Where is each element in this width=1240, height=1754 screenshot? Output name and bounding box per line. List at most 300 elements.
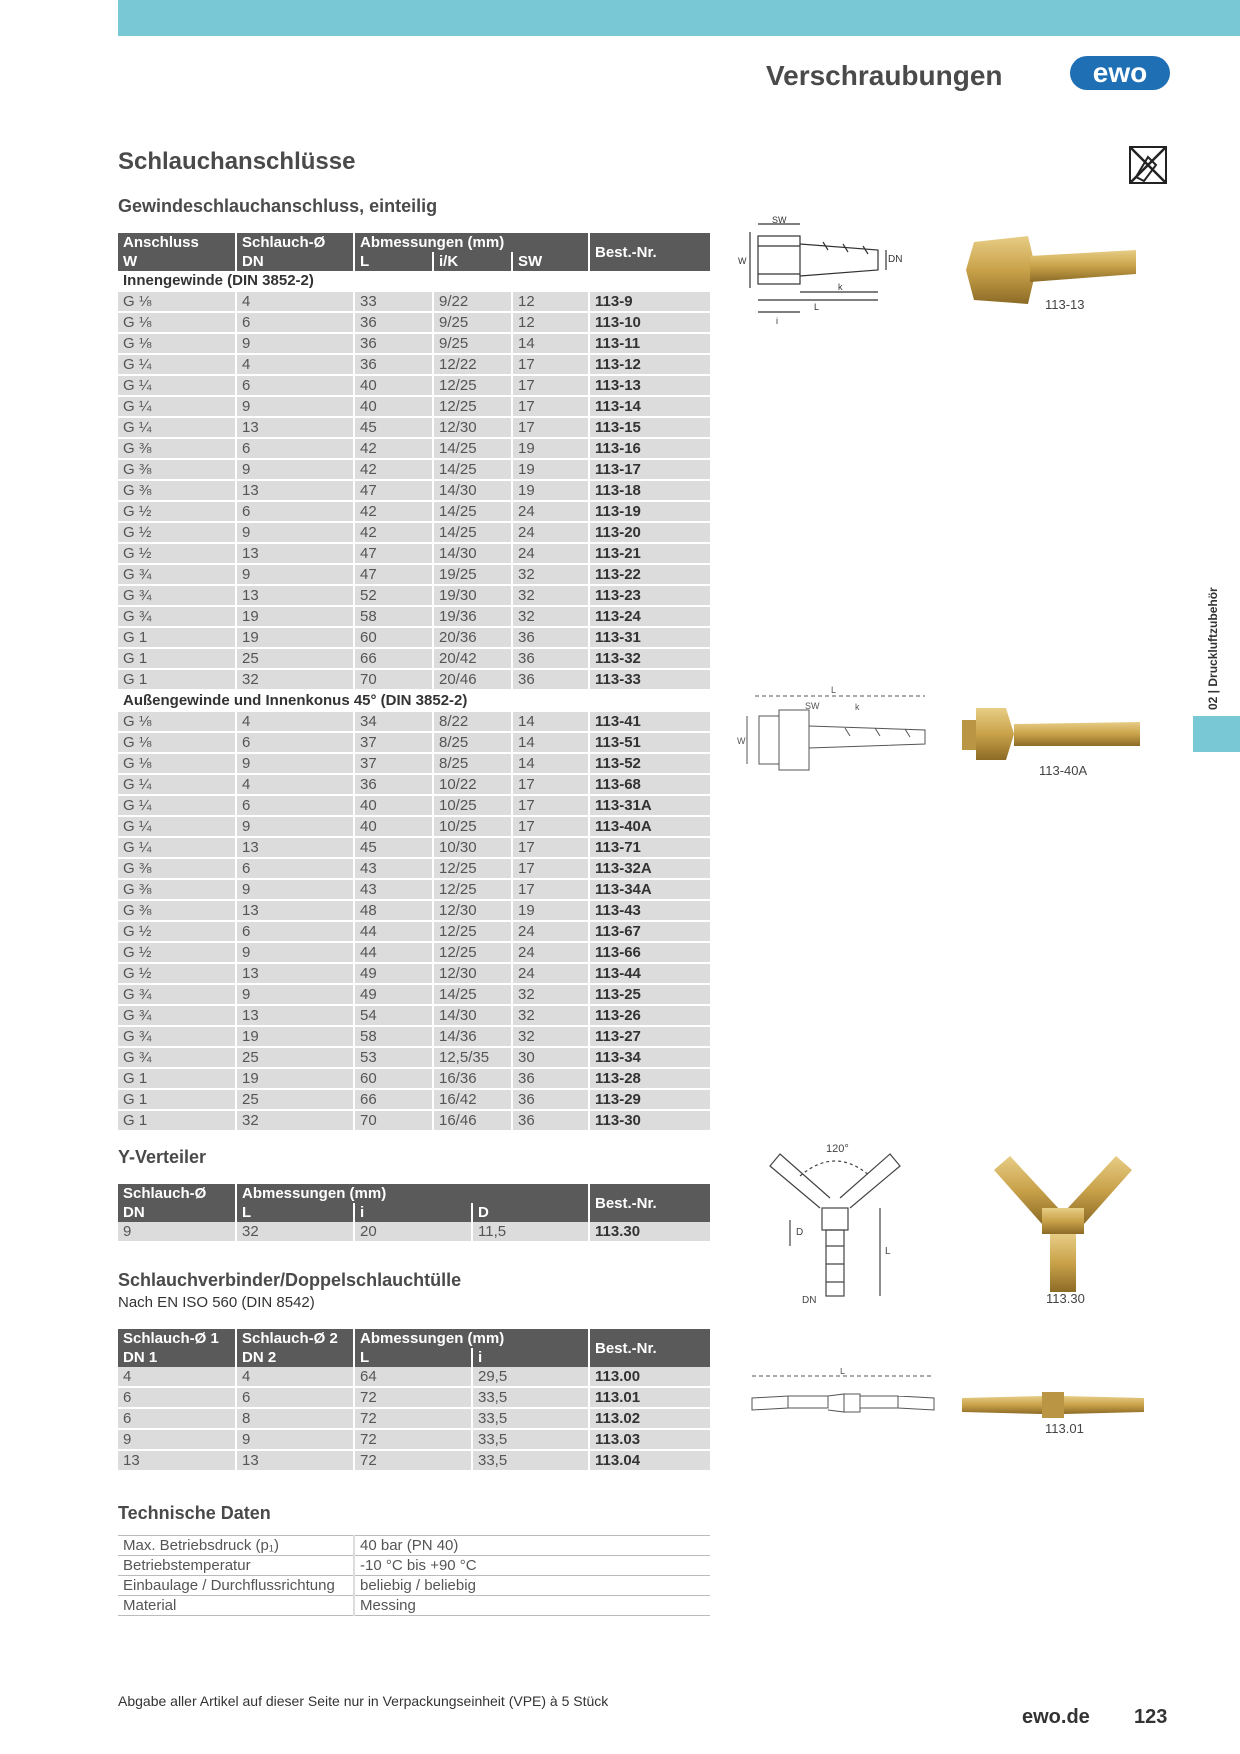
table-cell: 14/30: [433, 480, 512, 501]
not-for-oxygen-icon: [1126, 143, 1170, 187]
table-row: [118, 501, 710, 522]
table-cell: 40: [354, 795, 433, 816]
photo-113-30: [988, 1150, 1138, 1294]
table-cell: 72: [354, 1429, 472, 1450]
table-row: [118, 711, 710, 732]
table-cell: Max. Betriebsdruck (p₁): [118, 1536, 354, 1556]
dim-l: L: [814, 302, 820, 312]
footer-note: Abgabe aller Artikel auf dieser Seite nur in Verpackungseinheit (VPE) à 5 Stück: [118, 1693, 609, 1709]
order-number: 113-52: [589, 753, 710, 774]
table-cell: 52: [354, 585, 433, 606]
table-cell: 14: [512, 333, 589, 354]
table-cell: 34: [354, 711, 433, 732]
table-row: [118, 543, 710, 564]
group-row: [118, 271, 710, 291]
table-cell: 72: [354, 1408, 472, 1429]
table-row: [118, 1047, 710, 1068]
ewo-logo: [1070, 56, 1170, 90]
table-cell: G 1: [118, 648, 236, 669]
table-cell: 6: [236, 732, 354, 753]
table-cell: 17: [512, 858, 589, 879]
table-cell: 40: [354, 375, 433, 396]
table-cell: 24: [512, 963, 589, 984]
drawing-innengewinde: [728, 214, 908, 336]
table-cell: 48: [354, 900, 433, 921]
caption-113-40A: 113-40A: [1039, 763, 1088, 778]
photo-113-01: [962, 1392, 1144, 1418]
table-cell: 6: [118, 1387, 236, 1408]
section-title: Schlauchanschlüsse: [118, 148, 356, 175]
dim-sw: SW: [772, 215, 787, 225]
table-cell: 24: [512, 522, 589, 543]
table-cell: 17: [512, 417, 589, 438]
drawing-verbinder: [748, 1368, 940, 1414]
top-accent-bar: [118, 0, 1240, 36]
table-cell: 36: [512, 627, 589, 648]
col-bestnr: Best.-Nr.: [589, 233, 710, 271]
table-cell: G ¼: [118, 837, 236, 858]
table-cell: G ½: [118, 942, 236, 963]
table-row: [118, 1222, 710, 1242]
caption-113-13: 113-13: [1045, 297, 1085, 312]
table-row: [118, 1450, 710, 1471]
table-row: [118, 375, 710, 396]
table-row: [118, 669, 710, 690]
dim-angle: 120°: [826, 1143, 849, 1155]
table-row: [118, 837, 710, 858]
table-cell: 12/25: [433, 396, 512, 417]
order-number: 113-9: [589, 291, 710, 312]
table-cell: 6: [236, 312, 354, 333]
yverteiler-title: Y-Verteiler: [118, 1147, 207, 1167]
order-number: 113-31A: [589, 795, 710, 816]
table-cell: 16/42: [433, 1089, 512, 1110]
table-cell: 6: [236, 858, 354, 879]
col-i: i: [354, 1203, 472, 1222]
order-number: 113-40A: [589, 816, 710, 837]
table-cell: 4: [236, 354, 354, 375]
table-row: [118, 1110, 710, 1131]
table-cell: 32: [236, 669, 354, 690]
col-w: W: [118, 252, 236, 271]
table-cell: G ⅛: [118, 711, 236, 732]
table-cell: G ⅛: [118, 753, 236, 774]
gewinde-title: Gewindeschlauchanschluss, einteilig: [118, 196, 438, 216]
table-cell: 33,5: [472, 1429, 589, 1450]
table-row: [118, 942, 710, 963]
table-cell: G ½: [118, 963, 236, 984]
table-row: [118, 396, 710, 417]
table-cell: 40: [354, 816, 433, 837]
table-cell: 20/46: [433, 669, 512, 690]
order-number: 113-34: [589, 1047, 710, 1068]
table-cell: 19: [236, 606, 354, 627]
col-dn1: DN 1: [118, 1348, 236, 1367]
table-cell: 36: [512, 1068, 589, 1089]
table-cell: 32: [512, 606, 589, 627]
table-cell: 11,5: [472, 1222, 589, 1242]
table-cell: 14/25: [433, 501, 512, 522]
table-cell: 13: [236, 963, 354, 984]
table-cell: 25: [236, 1047, 354, 1068]
table-cell: 42: [354, 438, 433, 459]
table-cell: G ¼: [118, 816, 236, 837]
table-cell: 17: [512, 354, 589, 375]
table-cell: 9: [236, 816, 354, 837]
table-cell: 6: [236, 375, 354, 396]
table-cell: 14: [512, 711, 589, 732]
table-cell: 10/30: [433, 837, 512, 858]
table-row: [118, 291, 710, 312]
table-cell: 4: [236, 291, 354, 312]
table-cell: 6: [236, 921, 354, 942]
table-cell: 9: [118, 1222, 236, 1242]
technik-title: Technische Daten: [118, 1503, 271, 1523]
table-row: [118, 1367, 710, 1387]
table-cell: 32: [512, 1005, 589, 1026]
table-cell: 9: [236, 984, 354, 1005]
table-cell: 36: [512, 1089, 589, 1110]
table-cell: -10 °C bis +90 °C: [354, 1556, 710, 1576]
dim-k: k: [838, 282, 843, 292]
chapter-tab: [1193, 716, 1240, 752]
table-cell: 36: [512, 648, 589, 669]
table-row: [118, 627, 710, 648]
table-cell: 60: [354, 1068, 433, 1089]
table-row: [118, 480, 710, 501]
table-cell: G ¾: [118, 1047, 236, 1068]
logo-text: ewo: [1092, 57, 1148, 88]
table-cell: 12/30: [433, 417, 512, 438]
table-cell: 9: [236, 942, 354, 963]
dim-sw-2: SW: [805, 701, 820, 711]
yverteiler-table: [118, 1184, 710, 1243]
table-cell: Einbaulage / Durchflussrichtung: [118, 1576, 354, 1596]
order-number: 113-66: [589, 942, 710, 963]
table-cell: 19: [512, 438, 589, 459]
order-number: 113-29: [589, 1089, 710, 1110]
order-number: 113-13: [589, 375, 710, 396]
table-row: [118, 564, 710, 585]
order-number: 113-14: [589, 396, 710, 417]
table-cell: 9/22: [433, 291, 512, 312]
table-cell: 24: [512, 543, 589, 564]
table-cell: G ⅜: [118, 480, 236, 501]
order-number: 113.01: [589, 1387, 710, 1408]
table-row: [118, 333, 710, 354]
table-cell: 32: [236, 1110, 354, 1131]
table-cell: 12: [512, 291, 589, 312]
table-cell: 9: [236, 522, 354, 543]
col-schlauch: Schlauch-Ø: [118, 1184, 236, 1203]
table-cell: 45: [354, 417, 433, 438]
table-cell: 24: [512, 501, 589, 522]
table-row: [118, 585, 710, 606]
order-number: 113-10: [589, 312, 710, 333]
order-number: 113-22: [589, 564, 710, 585]
table-cell: 9: [236, 459, 354, 480]
table-cell: 36: [354, 354, 433, 375]
table-cell: 9: [236, 753, 354, 774]
table-cell: 12/25: [433, 858, 512, 879]
chapter-label: 02 | Druckluftzubehör: [1206, 587, 1220, 710]
table-cell: Messing: [354, 1596, 710, 1616]
table-cell: 37: [354, 732, 433, 753]
dim-d: D: [796, 1227, 804, 1238]
col-schlauch-2: Schlauch-Ø 2: [236, 1329, 354, 1348]
table-cell: G 1: [118, 669, 236, 690]
table-cell: 10/25: [433, 795, 512, 816]
order-number: 113-67: [589, 921, 710, 942]
table-cell: 19/25: [433, 564, 512, 585]
table-cell: 6: [236, 795, 354, 816]
technik-table: [118, 1535, 710, 1616]
table-cell: 49: [354, 963, 433, 984]
order-number: 113-20: [589, 522, 710, 543]
table-cell: 6: [236, 501, 354, 522]
table-row: [118, 312, 710, 333]
table-cell: 13: [236, 585, 354, 606]
table-cell: 9/25: [433, 333, 512, 354]
table-cell: 13: [236, 417, 354, 438]
table-cell: 4: [236, 1367, 354, 1387]
dim-l-2: L: [831, 685, 837, 695]
table-row: [118, 1068, 710, 1089]
table-cell: 16/36: [433, 1068, 512, 1089]
table-cell: 36: [512, 669, 589, 690]
verbinder-title: Schlauchverbinder/Doppelschlauchtülle: [118, 1270, 462, 1290]
table-cell: 17: [512, 879, 589, 900]
table-cell: 40: [354, 396, 433, 417]
col-ik: i/K: [433, 252, 512, 271]
table-cell: 12/30: [433, 963, 512, 984]
table-cell: 60: [354, 627, 433, 648]
table-cell: 13: [236, 837, 354, 858]
table-row: [118, 1408, 710, 1429]
table-cell: 70: [354, 1110, 433, 1131]
table-cell: 32: [512, 1026, 589, 1047]
table-cell: 12,5/35: [433, 1047, 512, 1068]
table-cell: 37: [354, 753, 433, 774]
table-cell: 14/36: [433, 1026, 512, 1047]
col-schlauch-1: Schlauch-Ø 1: [118, 1329, 236, 1348]
table-cell: 36: [354, 312, 433, 333]
table-cell: beliebig / beliebig: [354, 1576, 710, 1596]
table-cell: 14/25: [433, 459, 512, 480]
order-number: 113-19: [589, 501, 710, 522]
table-cell: 10/25: [433, 816, 512, 837]
dim-l-3: L: [885, 1246, 891, 1257]
table-cell: G ⅛: [118, 333, 236, 354]
table-row: [118, 879, 710, 900]
table-cell: G ¾: [118, 1026, 236, 1047]
table-cell: 19: [236, 627, 354, 648]
order-number: 113-31: [589, 627, 710, 648]
verbinder-table: [118, 1329, 710, 1472]
table-cell: G ⅛: [118, 732, 236, 753]
table-cell: 47: [354, 564, 433, 585]
table-cell: 29,5: [472, 1367, 589, 1387]
order-number: 113-25: [589, 984, 710, 1005]
table-row: [118, 963, 710, 984]
order-number: 113-15: [589, 417, 710, 438]
table-cell: 72: [354, 1450, 472, 1471]
page-header-title: Verschraubungen: [766, 60, 1003, 91]
order-number: 113-30: [589, 1110, 710, 1131]
table-cell: 19: [512, 480, 589, 501]
table-cell: 12/25: [433, 942, 512, 963]
photo-113-40A: [962, 704, 1144, 764]
table-cell: G ¾: [118, 585, 236, 606]
table-cell: G ⅜: [118, 900, 236, 921]
table-cell: 6: [118, 1408, 236, 1429]
table-cell: G 1: [118, 627, 236, 648]
table-cell: 44: [354, 942, 433, 963]
table-cell: 9: [118, 1429, 236, 1450]
table-cell: 4: [236, 774, 354, 795]
table-cell: 33,5: [472, 1408, 589, 1429]
table-cell: G ¾: [118, 564, 236, 585]
table-row: [118, 438, 710, 459]
table-cell: 36: [354, 333, 433, 354]
table-cell: 9: [236, 333, 354, 354]
table-cell: G ¼: [118, 396, 236, 417]
table-cell: 25: [236, 648, 354, 669]
order-number: 113-11: [589, 333, 710, 354]
order-number: 113-23: [589, 585, 710, 606]
group-row: [118, 690, 710, 711]
table-cell: 10/22: [433, 774, 512, 795]
table-row: [118, 417, 710, 438]
table-cell: G ½: [118, 921, 236, 942]
table-row: [118, 354, 710, 375]
table-row: [118, 1026, 710, 1047]
col-abmessungen: Abmessungen (mm): [354, 1329, 589, 1348]
dim-w: W: [738, 256, 747, 266]
table-cell: 42: [354, 522, 433, 543]
col-sw: SW: [512, 252, 589, 271]
order-number: 113.00: [589, 1367, 710, 1387]
order-number: 113.30: [589, 1222, 710, 1242]
table-row: [118, 606, 710, 627]
table-cell: 9: [236, 879, 354, 900]
table-cell: 47: [354, 543, 433, 564]
table-cell: 12/22: [433, 354, 512, 375]
table-cell: G 1: [118, 1110, 236, 1131]
table-cell: 32: [512, 585, 589, 606]
table-cell: 24: [512, 942, 589, 963]
order-number: 113-51: [589, 732, 710, 753]
table-cell: Material: [118, 1596, 354, 1616]
table-cell: 36: [354, 774, 433, 795]
table-cell: G ⅜: [118, 879, 236, 900]
col-bestnr: Best.-Nr.: [589, 1184, 710, 1222]
table-cell: 13: [236, 480, 354, 501]
table-cell: 19: [236, 1026, 354, 1047]
table-cell: 13: [118, 1450, 236, 1471]
col-l: L: [354, 252, 433, 271]
table-cell: 72: [354, 1387, 472, 1408]
table-cell: 8/22: [433, 711, 512, 732]
table-cell: G ½: [118, 501, 236, 522]
table-cell: G ⅜: [118, 438, 236, 459]
order-number: 113-68: [589, 774, 710, 795]
table-row: [118, 774, 710, 795]
table-cell: 8/25: [433, 732, 512, 753]
table-cell: 9: [236, 564, 354, 585]
order-number: 113-24: [589, 606, 710, 627]
order-number: 113-44: [589, 963, 710, 984]
table-cell: G ½: [118, 522, 236, 543]
order-number: 113-28: [589, 1068, 710, 1089]
order-number: 113-17: [589, 459, 710, 480]
table-row: [118, 900, 710, 921]
table-cell: 19: [512, 459, 589, 480]
table-cell: 20: [354, 1222, 472, 1242]
table-cell: 13: [236, 900, 354, 921]
order-number: 113-16: [589, 438, 710, 459]
table-cell: 8/25: [433, 753, 512, 774]
table-row: [118, 984, 710, 1005]
verbinder-subtitle: Nach EN ISO 560 (DIN 8542): [118, 1294, 315, 1311]
table-cell: 49: [354, 984, 433, 1005]
table-cell: G 1: [118, 1068, 236, 1089]
table-cell: 32: [236, 1222, 354, 1242]
table-cell: 25: [236, 1089, 354, 1110]
dim-i: i: [776, 316, 778, 326]
col-l: L: [236, 1203, 354, 1222]
col-dn: DN: [236, 252, 354, 271]
drawing-yverteiler: [750, 1136, 920, 1308]
table-cell: 47: [354, 480, 433, 501]
order-number: 113-26: [589, 1005, 710, 1026]
group-label: Außengewinde und Innenkonus 45° (DIN 3852-2): [118, 690, 710, 711]
table-cell: G ¼: [118, 354, 236, 375]
order-number: 113-12: [589, 354, 710, 375]
order-number: 113-32: [589, 648, 710, 669]
table-row: [118, 1429, 710, 1450]
table-cell: 43: [354, 879, 433, 900]
table-cell: 9/25: [433, 312, 512, 333]
table-cell: 6: [236, 1387, 354, 1408]
table-cell: 14/25: [433, 984, 512, 1005]
table-cell: 14/30: [433, 1005, 512, 1026]
col-schlauch: Schlauch-Ø: [236, 233, 354, 252]
col-i: i: [472, 1348, 589, 1367]
table-cell: 33,5: [472, 1450, 589, 1471]
table-cell: G ¼: [118, 774, 236, 795]
table-cell: 13: [236, 1450, 354, 1471]
caption-113-01: 113.01: [1045, 1421, 1084, 1436]
table-row: [118, 816, 710, 837]
table-cell: 33,5: [472, 1387, 589, 1408]
table-row: [118, 1005, 710, 1026]
table-cell: 20/42: [433, 648, 512, 669]
table-cell: 17: [512, 795, 589, 816]
table-row: [118, 1576, 710, 1596]
table-cell: G ⅛: [118, 291, 236, 312]
table-row: [118, 459, 710, 480]
table-cell: 42: [354, 501, 433, 522]
table-cell: G ⅜: [118, 858, 236, 879]
table-cell: G ¾: [118, 984, 236, 1005]
table-row: [118, 1556, 710, 1576]
table-cell: 66: [354, 1089, 433, 1110]
table-row: [118, 522, 710, 543]
table-cell: 24: [512, 921, 589, 942]
order-number: 113.04: [589, 1450, 710, 1471]
group-label: Innengewinde (DIN 3852-2): [118, 271, 710, 291]
